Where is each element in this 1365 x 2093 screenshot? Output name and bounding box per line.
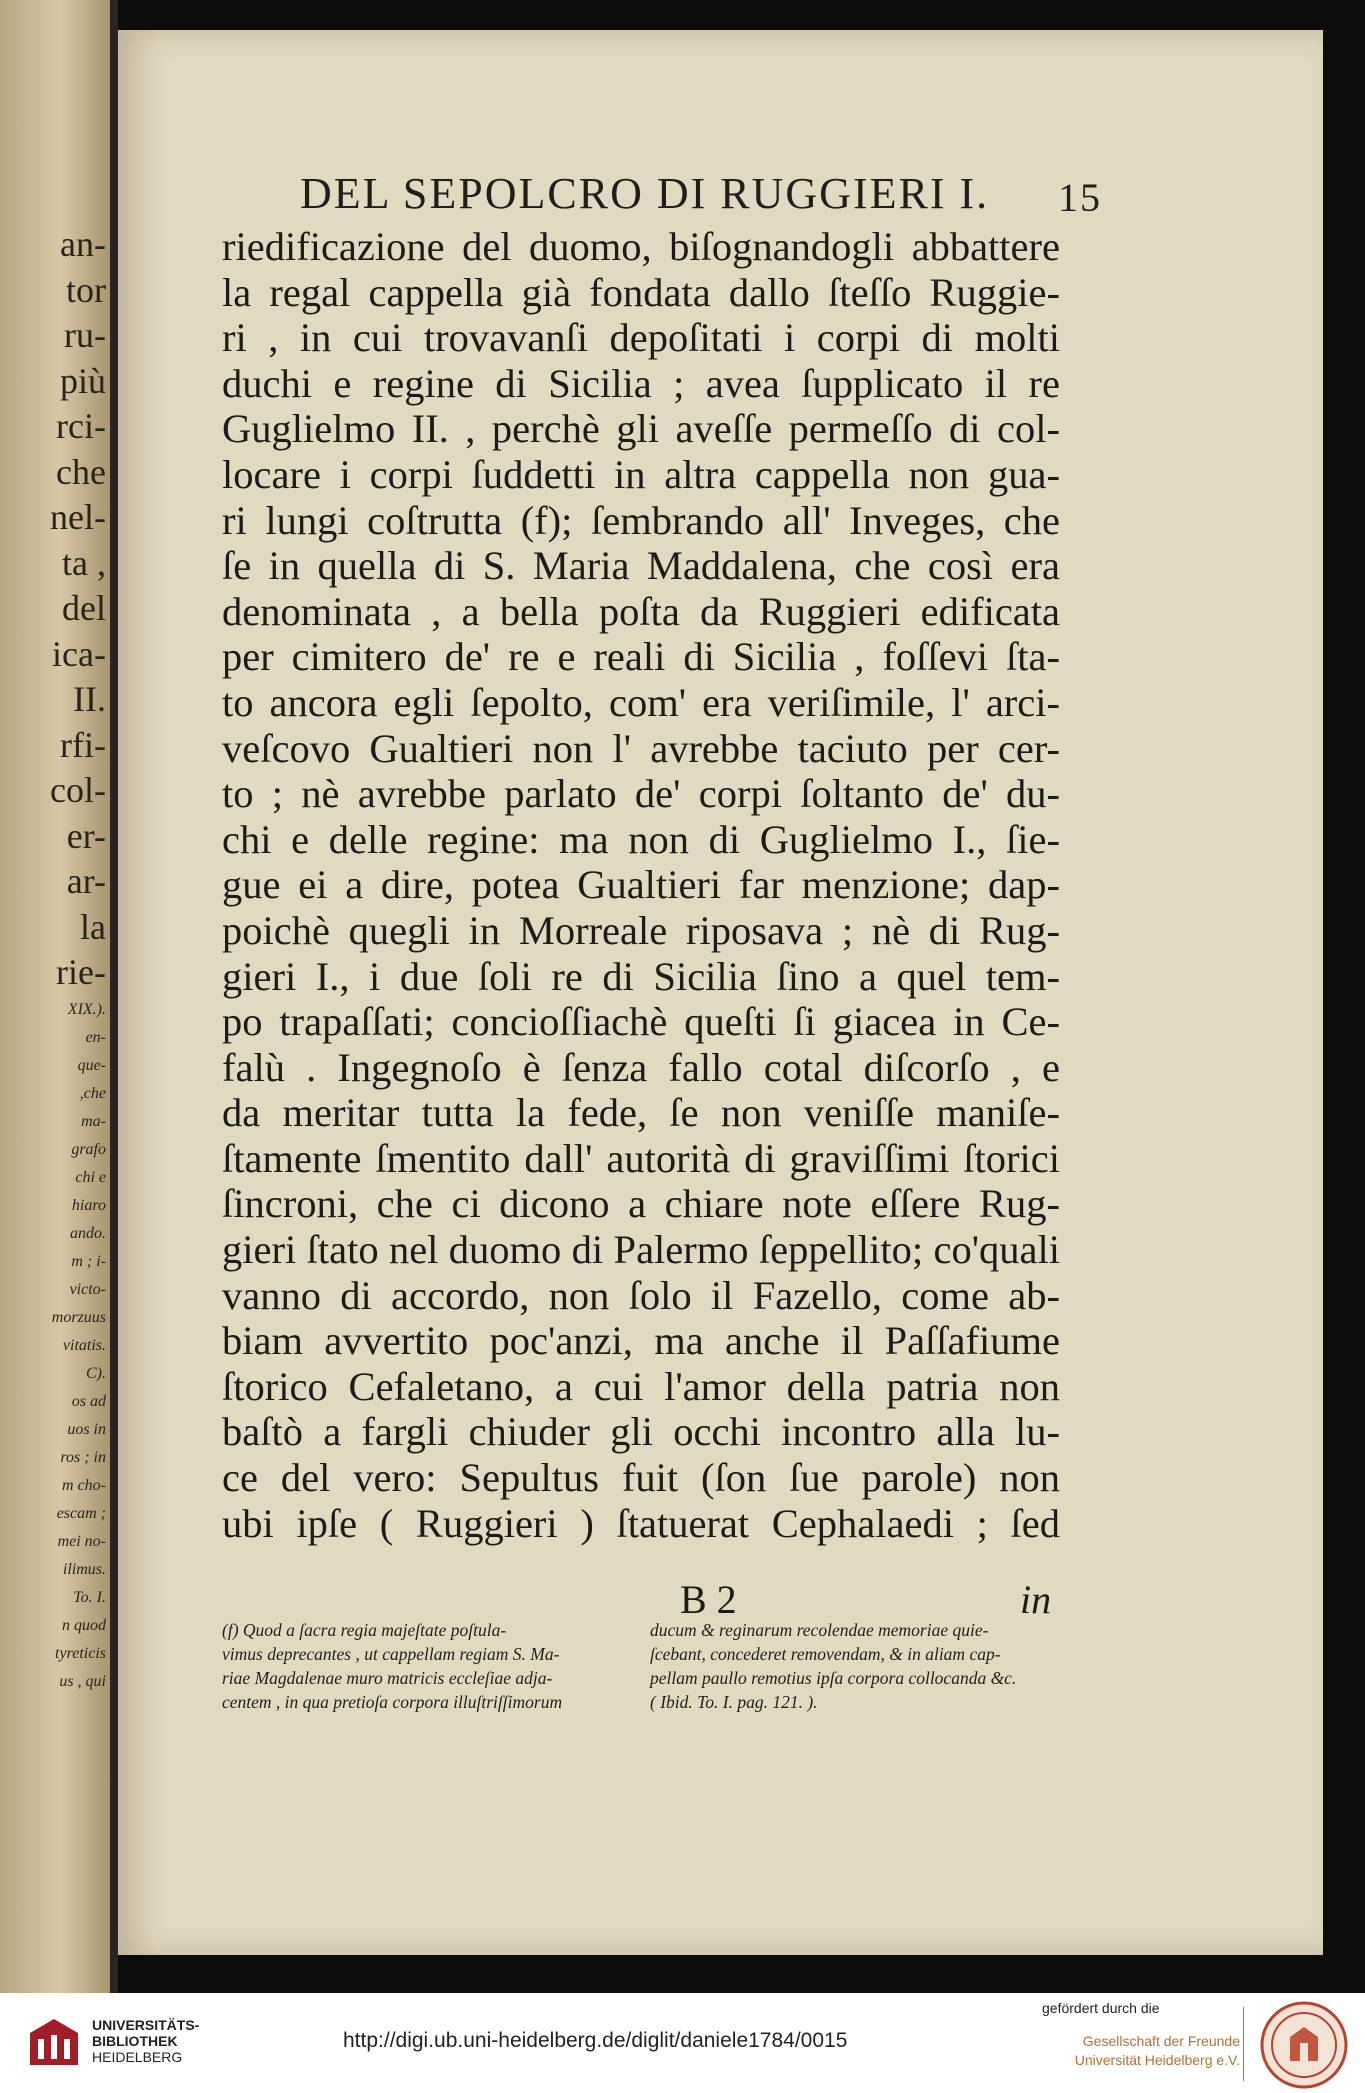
prev-page-footnote-fragment: chi e (75, 1169, 106, 1186)
catchword: in (1020, 1577, 1052, 1622)
footnote-line: ſcebant, concederet removendam, & in aliam cap- (650, 1644, 1001, 1664)
prev-page-footnote-fragment: m ; i- (71, 1253, 106, 1270)
body-line: ſincroni, che ci dicono a chiare note eſſere Rug- (222, 1181, 1060, 1227)
prev-page-footnote-fragment: C). (86, 1365, 106, 1382)
body-line: Guglielmo II. , perchè gli aveſſe permeſſo di col- (222, 406, 1060, 452)
prev-page-footnote-fragment: en- (85, 1029, 106, 1046)
university-name-line2: BIBLIOTHEK (92, 2033, 178, 2049)
footer-bar (0, 1993, 1365, 2093)
prev-page-fragment: II. (73, 679, 106, 719)
prev-page-fragment: an- (60, 224, 106, 264)
prev-page-footnote-fragment: n quod (62, 1617, 106, 1634)
permalink-url[interactable]: http://digi.ub.uni-heidelberg.de/diglit/daniele1784/0015 (343, 2029, 848, 2052)
prev-page-fragment: ica- (52, 633, 106, 674)
footnote-line: pellam paullo remotius ipſa corpora collocanda &c. (650, 1668, 1017, 1688)
prev-page-footnote-fragment: os ad (71, 1393, 106, 1410)
sponsor-seal-icon (1260, 2001, 1348, 2089)
prev-page-fragment: che (56, 451, 106, 492)
footnote-line: ducum & reginarum recolendae memoriae quie- (650, 1620, 989, 1640)
prev-page-footnote-fragment: us , qui (59, 1673, 106, 1690)
prev-page-fragment: tor (66, 269, 106, 310)
running-title: DEL SEPOLCRO DI RUGGIERI I. (300, 169, 990, 218)
body-line: gue ei a dire, potea Gualtieri far menzione; dap- (222, 862, 1060, 908)
university-name-line1: UNIVERSITÄTS- (92, 2017, 200, 2033)
sponsor-intro: gefördert durch die (1042, 2000, 1160, 2016)
body-line: biam avvertito poc'anzi, ma anche il Paſſafiume (222, 1318, 1060, 1364)
body-line: veſcovo Gualtieri non l' avrebbe taciuto per cer- (222, 725, 1060, 771)
body-line: to ; nè avrebbe parlato de' corpi ſoltanto de' du- (222, 771, 1060, 817)
prev-page-footnote-fragment: ilimus. (62, 1561, 106, 1578)
prev-page-footnote-fragment: ando. (70, 1225, 106, 1242)
body-text (222, 224, 1060, 1546)
prev-page-footnote-fragment: ma- (81, 1113, 106, 1130)
prev-page-footnote-fragment: escam ; (56, 1505, 106, 1522)
book-gutter (110, 0, 118, 1993)
prev-page-footnote-fragment: ros ; in (60, 1449, 106, 1466)
body-line: ri lungi coſtrutta (f); ſembrando all' Inveges, che (222, 497, 1060, 543)
sponsor-block (1042, 1999, 1242, 2070)
prev-page-fragment: ta , (62, 542, 106, 583)
footnote-line: vimus deprecantes , ut cappellam regiam S. Ma- (222, 1644, 560, 1664)
body-line: to ancora egli ſepolto, com' era veriſimile, l' arci- (222, 679, 1060, 725)
prev-page-footnote-fragment: tyreticis (55, 1645, 106, 1662)
prev-page-footnote-fragment: mei no- (57, 1533, 106, 1550)
body-line: ce del vero: Sepultus fuit (ſon ſue parole) non (222, 1455, 1060, 1501)
body-line: locare i corpi ſuddetti in altra cappella non gua- (222, 451, 1060, 497)
body-line: duchi e regine di Sicilia ; avea ſupplicato il re (222, 360, 1060, 406)
body-line: baſtò a fargli chiuder gli occhi incontro alla lu- (222, 1409, 1060, 1455)
prev-page-footnote-fragment: grafo (71, 1141, 106, 1158)
body-line: la regal cappella già fondata dallo ſteſſo Ruggie- (222, 269, 1060, 315)
university-name (92, 2017, 199, 2065)
prev-page-footnote-fragment: To. I. (73, 1589, 106, 1606)
prev-page-footnote-fragment: XIX.). (67, 1001, 106, 1018)
prev-page-fragment: la (80, 906, 106, 947)
prev-page-fragment: ru- (64, 315, 106, 355)
university-name-line3: HEIDELBERG (92, 2049, 183, 2065)
prev-page-footnote-fragment: ,che (79, 1085, 106, 1102)
footnote-column-left (222, 1618, 632, 1714)
prev-page-fragment: del (62, 588, 106, 628)
prev-page-fragment: rci- (56, 406, 106, 446)
footnote-line: riae Magdalenae muro matricis eccleſiae adja- (222, 1668, 553, 1688)
body-line: poichè quegli in Morreale riposava ; nè di Rug- (222, 907, 1060, 953)
body-line: vanno di accordo, non ſolo il Fazello, come ab- (222, 1272, 1060, 1318)
prev-page-fragment: nel- (50, 497, 106, 537)
body-line: gieri ſtato nel duomo di Palermo ſeppellito; co'quali (222, 1227, 1060, 1273)
prev-page-footnote-fragment: uos in (67, 1421, 106, 1438)
university-logo-icon (24, 2011, 84, 2073)
body-line: denominata , a bella poſta da Ruggieri edificata (222, 588, 1060, 634)
footnote-line: (f) Quod a ſacra regia majeſtate poſtula- (222, 1620, 507, 1640)
sponsor-name-line1: Gesellschaft der Freunde (1082, 2033, 1240, 2049)
body-line: da meritar tutta la fede, ſe non veniſſe maniſe- (222, 1090, 1060, 1136)
body-line: gieri I., i due ſoli re di Sicilia ſino a quel tem- (222, 953, 1060, 999)
prev-page-footnote-fragment: victo- (69, 1281, 106, 1298)
body-line: chi e delle regine: ma non di Guglielmo I., ſie- (222, 816, 1060, 862)
footnote-column-right (650, 1618, 1060, 1714)
body-line: ri , in cui trovavanſi depoſitati i corpi di molti (222, 315, 1060, 361)
prev-page-footnote-fragment: vitatis. (62, 1337, 106, 1354)
body-line: per cimitero de' re e reali di Sicilia , foſſevi ſta- (222, 634, 1060, 680)
previous-page-edge (0, 0, 110, 1993)
sponsor-divider (1243, 2007, 1244, 2081)
body-line: falù . Ingegnoſo è ſenza fallo cotal diſcorſo , e (222, 1044, 1060, 1090)
body-line: po trapaſſati; concioſſiachè queſti ſi giacea in Ce- (222, 999, 1060, 1045)
body-line: ſtamente ſmentito dall' autorità di graviſſimi ſtorici (222, 1135, 1060, 1181)
prev-page-fragment: più (59, 360, 106, 401)
prev-page-fragment: rie- (56, 952, 106, 992)
prev-page-footnote-fragment: morzuus (51, 1309, 106, 1326)
signature-mark: B 2 (680, 1577, 737, 1622)
body-line: ubi ipſe ( Ruggieri ) ſtatuerat Cephalaedi ; ſed (222, 1500, 1060, 1546)
prev-page-fragment: er- (66, 815, 106, 856)
sponsor-name-line2: Universität Heidelberg e.V. (1074, 2052, 1240, 2068)
footnote-line: ( Ibid. To. I. pag. 121. ). (650, 1692, 818, 1712)
body-line: ſtorico Cefaletano, a cui l'amor della patria non (222, 1363, 1060, 1409)
prev-page-fragment: rfi- (60, 724, 106, 765)
body-line: ſe in quella di S. Maria Maddalena, che così era (222, 543, 1060, 589)
prev-page-footnote-fragment: que- (77, 1057, 106, 1074)
prev-page-fragment: ar- (66, 861, 106, 901)
prev-page-footnote-fragment: m cho- (62, 1477, 106, 1494)
footnote-line: centem , in qua pretioſa corpora illuſtriſſimorum (222, 1692, 563, 1712)
body-line: riedificazione del duomo, biſognandogli abbattere (222, 224, 1060, 269)
page-number: 15 (1058, 175, 1102, 220)
prev-page-fragment: col- (50, 770, 106, 810)
prev-page-footnote-fragment: hiaro (71, 1197, 106, 1214)
